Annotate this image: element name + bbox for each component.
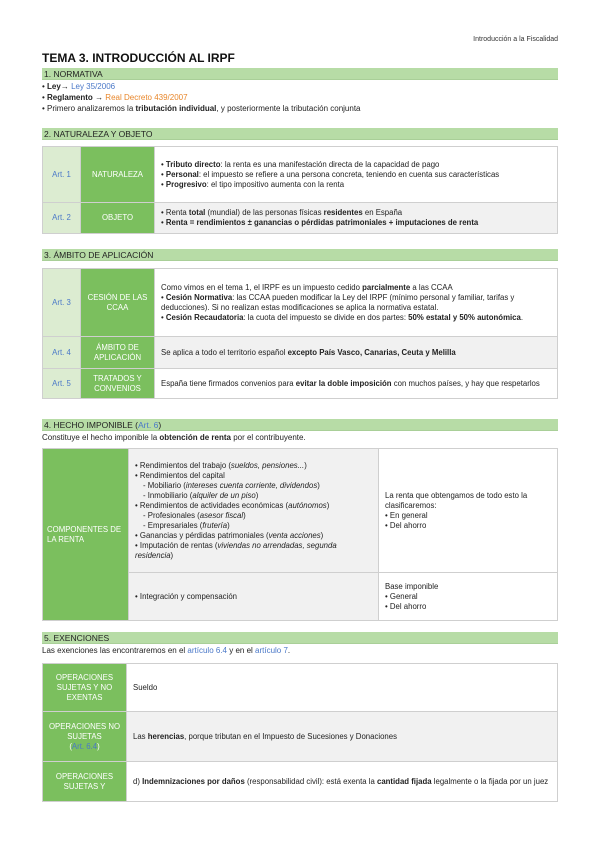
article-ref[interactable]: Art. 4: [43, 337, 81, 369]
table-row: [43, 712, 558, 762]
section-naturaleza-heading: 2. NATURALEZA Y OBJETO: [42, 128, 558, 140]
table-row: [43, 664, 558, 712]
naturaleza-table: [42, 146, 558, 234]
exenciones-table: [42, 663, 558, 802]
row-label: NATURALEZA: [81, 147, 155, 203]
row-content: Sueldo: [127, 664, 558, 712]
row-label: OBJETO: [81, 203, 155, 234]
components-list: • Rendimientos del trabajo (sueldos, pensiones...) • Rendimientos del capital - Mobiliario (intereses cuenta corriente, dividendos) - Inmobiliario (alquiler de un piso) • Rendimientos de actividades económicas (autónomos) - Profesionales (asesor fiscal) - Empresariales (frutería) • Ganancias y pérdidas patrimoniales (venta acciones) • Imputación de rentas (viviendas no arrendadas, segunda residencia): [129, 449, 379, 573]
base-imponible-note: Base imponible • General • Del ahorro: [379, 573, 558, 621]
table-row: [43, 203, 558, 234]
section-exenciones-heading: 5. EXENCIONES: [42, 632, 558, 644]
art-6-4-link[interactable]: Art. 6.4: [71, 741, 98, 751]
table-row: [43, 369, 558, 399]
row-content: Se aplica a todo el territorio español excepto País Vasco, Canarias, Ceuta y Melilla: [155, 337, 558, 369]
article-ref[interactable]: Art. 1: [43, 147, 81, 203]
table-row: [43, 147, 558, 203]
row-content: • Tributo directo: la renta es una manifestación directa de la capacidad de pago • Personal: el impuesto se refiere a una persona concreta, teniendo en cuenta sus características • Progresivo: el tipo impositivo aumenta con la renta: [155, 147, 558, 203]
row-label: OPERACIONES NO SUJETAS (Art. 6.4): [43, 712, 127, 762]
componentes-table: [42, 448, 558, 621]
ambito-table: [42, 268, 558, 399]
articulo-7-link[interactable]: artículo 7: [255, 646, 288, 655]
row-content: España tiene firmados convenios para evitar la doble imposición con muchos países, y hay que respetarlos: [155, 369, 558, 399]
row-content: d) Indemnizaciones por daños (responsabilidad civil): está exenta la cantidad fijada legalmente o la fijada por un juez: [127, 762, 558, 802]
row-label: CESIÓN DE LAS CCAA: [81, 269, 155, 337]
integration-item: • Integración y compensación: [129, 573, 379, 621]
row-label: OPERACIONES SUJETAS Y NO EXENTAS: [43, 664, 127, 712]
article-ref[interactable]: Art. 2: [43, 203, 81, 234]
section-ambito-heading: 3. ÁMBITO DE APLICACIÓN: [42, 249, 558, 261]
art6-link[interactable]: Art. 6: [138, 420, 159, 430]
row-label: TRATADOS Y CONVENIOS: [81, 369, 155, 399]
row-content: Como vimos en el tema 1, el IRPF es un impuesto cedido parcialmente a las CCAA • Cesión Normativa: las CCAA pueden modificar la Ley del IRPF (mínimo personal y familiar, tarifas y deducciones). Si no realizan estas modificaciones se aplica la normativa estatal. • Cesión Recaudatoria: la cuota del impuesto se divide en dos partes: 50% estatal y 50% autonómica.: [155, 269, 558, 337]
section-hecho-imponible-heading: 4. HECHO IMPONIBLE (Art. 6): [42, 419, 558, 431]
reglamento-line: • Reglamento → Real Decreto 439/2007: [42, 93, 188, 102]
table-row: [43, 337, 558, 369]
table-row: [43, 269, 558, 337]
article-ref[interactable]: Art. 5: [43, 369, 81, 399]
table-row: [43, 762, 558, 802]
analysis-line: • Primero analizaremos la tributación individual, y posteriormente la tributación conjunta: [42, 104, 361, 113]
row-content: • Renta total (mundial) de las personas físicas residentes en España • Renta = rendimientos ± ganancias o pérdidas patrimoniales + imputaciones de renta: [155, 203, 558, 234]
classification-note: La renta que obtengamos de todo esto la clasificaremos: • En general • Del ahorro: [379, 449, 558, 573]
table-row: [43, 449, 558, 573]
ley-link[interactable]: Ley 35/2006: [71, 82, 116, 91]
hecho-imponible-intro: Constituye el hecho imponible la obtención de renta por el contribuyente.: [42, 433, 306, 442]
page-title: TEMA 3. INTRODUCCIÓN AL IRPF: [42, 51, 235, 65]
row-label: OPERACIONES SUJETAS Y: [43, 762, 127, 802]
articulo-6-4-link[interactable]: artículo 6.4: [187, 646, 227, 655]
section-normativa-heading: 1. NORMATIVA: [42, 68, 558, 80]
exenciones-intro: Las exenciones las encontraremos en el artículo 6.4 y en el artículo 7.: [42, 646, 291, 655]
row-label: COMPONENTES DE LA RENTA: [43, 449, 129, 621]
article-ref[interactable]: Art. 3: [43, 269, 81, 337]
reglamento-link[interactable]: Real Decreto 439/2007: [105, 93, 188, 102]
row-label: ÁMBITO DE APLICACIÓN: [81, 337, 155, 369]
running-header: Introducción a la Fiscalidad: [473, 36, 558, 43]
ley-line: • Ley→ Ley 35/2006: [42, 82, 116, 91]
row-content: Las herencias, porque tributan en el Impuesto de Sucesiones y Donaciones: [127, 712, 558, 762]
